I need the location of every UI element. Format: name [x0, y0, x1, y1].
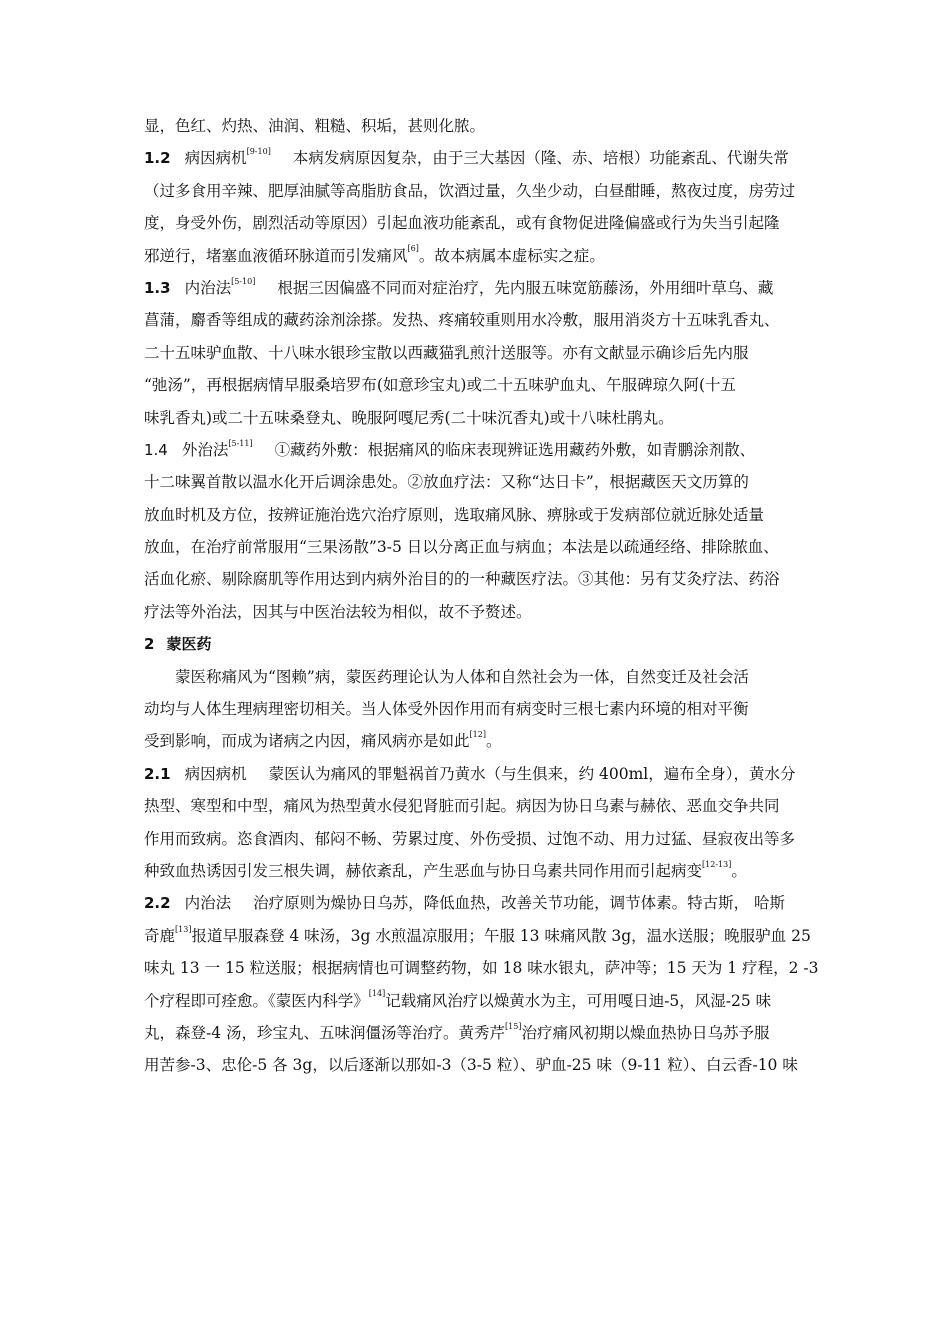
heading-section-2: [144, 628, 808, 660]
text-line: 二十五味驴血散、十八味水银珍宝散以西藏猫乳煎汁送服等。亦有文献显示确诊后先内服: [144, 343, 749, 362]
text-line: 味乳香丸)或二十五味桑登丸、晚服阿嘎尼秀(二十味沉香丸)或十八味杜鹃丸。: [144, 408, 674, 427]
section-number: 2.1: [144, 764, 171, 783]
section-number: 2.2: [144, 894, 171, 913]
citation: [15]: [505, 1021, 522, 1031]
citation: [5-10]: [231, 276, 256, 286]
text-line: 放血时机及方位，按辨证施治选穴治疗原则，选取痛风脉、痹脉或于发病部位就近脉处适量: [144, 505, 765, 524]
section-2-2: 2.2 内治法 治疗原则为燥协日乌苏，降低血热，改善关节功能，调节体素。特古斯， 哈斯: [144, 894, 786, 913]
text-line: 种致血热诱因引发三根失调，赫依紊乱，产生恶血与协日乌素共同作用而引起病变[12-13]。: [144, 859, 747, 880]
section-number: 1.4: [144, 440, 168, 459]
citation: [5-11]: [228, 438, 253, 448]
citation: [13]: [175, 924, 192, 934]
section-title: 蒙医药: [166, 635, 212, 654]
section-1-4: 1.4 外治法[5-11] ①藏药外敷：根据痛风的临床表现辨证选用藏药外敷，如青鹏涂剂散、: [144, 438, 756, 459]
text-line: 用苦参-3、忠伦-5 各 3g，以后逐渐以那如-3（3-5 粒）、驴血-25 味（9-11 粒）、白云香-10 味: [144, 1056, 798, 1075]
text-line: 动均与人体生理病理密切相关。当人体受外因作用而有病变时三根七素内环境的相对平衡: [144, 700, 749, 719]
text-line: 度，身受外伤，剧烈活动等原因）引起血液功能紊乱，或有食物促进隆偏盛或行为失当引起隆: [144, 214, 780, 233]
text-line: 奇鹿[13]报道早服森登 4 味汤，3g 水煎温凉服用；午服 13 味痛风散 3g，温水送服；晚服驴血 25: [144, 924, 811, 945]
text-line: 丸，森登-4 汤，珍宝丸、五味润僵汤等治疗。黄秀芹[15]治疗痛风初期以燥血热协日乌苏予服: [144, 1021, 770, 1042]
text-line: 活血化瘀、剔除腐肌等作用达到内病外治目的的一种藏医疗法。③其他：另有艾灸疗法、药浴: [144, 570, 780, 589]
section-number: 1.3: [144, 278, 171, 297]
paragraph-first-line: 蒙医称痛风为“图赖”病，蒙医药理论认为人体和自然社会为一体，自然变迁及社会活: [175, 667, 749, 686]
section-2-1: 2.1 病因病机 蒙医认为痛风的罪魁祸首乃黄水（与生俱来，约 400ml，遍布全身），黄水分: [144, 764, 796, 783]
text-line: 作用而致病。恣食酒肉、郁闷不畅、劳累过度、外伤受损、过饱不动、用力过猛、昼寂夜出等多: [144, 829, 796, 848]
section-number: 1.2: [144, 149, 171, 168]
text-line: （过多食用辛辣、肥厚油腻等高脂肪食品，饮酒过量，久坐少动，白昼酣睡，熬夜过度，房劳过: [144, 181, 796, 200]
citation: [12-13]: [702, 859, 732, 869]
section-number: 2: [144, 635, 155, 654]
text-line: 热型、寒型和中型，痛风为热型黄水侵犯肾脏而引起。病因为协日乌素与赫依、恶血交争共同: [144, 797, 780, 816]
citation: [14]: [368, 989, 386, 999]
section-title: 病因病机: [184, 764, 247, 783]
text-line: 个疗程即可痊愈。《蒙医内科学》[14]记载痛风治疗以燥黄水为主，可用嘎日迪-5，风湿-25 味: [144, 989, 772, 1010]
section-title: 内治法: [184, 278, 232, 297]
text-line: 放血，在治疗前常服用“三果汤散”3-5 日以分离正血与病血；本法是以疏通经络、排除脓血、: [144, 538, 779, 557]
text-line: “弛汤”，再根据病情早服桑培罗布(如意珍宝丸)或二十五味驴血丸、午服碑琼久阿(十五: [144, 376, 736, 395]
section-title: 内治法: [184, 894, 232, 913]
section-title: 病因病机: [184, 149, 247, 168]
document-page: [144, 110, 819, 1082]
section-1-2: 1.2 病因病机[9-10] 本病发病原因复杂，由于三大基因（隆、赤、培根）功能紊乱、代谢失常: [144, 147, 789, 168]
text-line: 受到影响，而成为诸病之内因，痛风病亦是如此[12]。: [144, 730, 502, 751]
citation: [6]: [407, 244, 419, 254]
text-line: 味丸 13 一 15 粒送服；根据病情也可调整药物，如 18 味水银丸，萨冲等；15 天为 1 疗程，2 -3: [144, 959, 819, 978]
text-line: 疗法等外治法，因其与中医治法较为相似，故不予赘述。: [144, 602, 532, 621]
text-line: 十二味翼首散以温水化开后调涂患处。②放血疗法：又称“达日卡”，根据藏医天文历算的: [144, 473, 749, 492]
section-1-3: 1.3 内治法[5-10] 根据三因偏盛不同而对症治疗，先内服五味宽筋藤汤，外用细叶草乌、藏: [144, 276, 774, 297]
citation: [9-10]: [246, 147, 271, 157]
citation: [12]: [469, 730, 486, 740]
text-line: 菖蒲，麝香等组成的藏药涂剂涂搽。发热、疼痛较重则用水冷敷，服用消炎方十五味乳香丸、: [144, 311, 780, 330]
text-line: 显，色红、灼热、油润、粗糙、积垢，甚则化脓。: [144, 117, 486, 135]
section-title: 外治法: [181, 440, 229, 459]
text-line: 邪逆行，堵塞血液循环脉道而引发痛风[6]。故本病属本虚标实之症。: [144, 244, 605, 265]
